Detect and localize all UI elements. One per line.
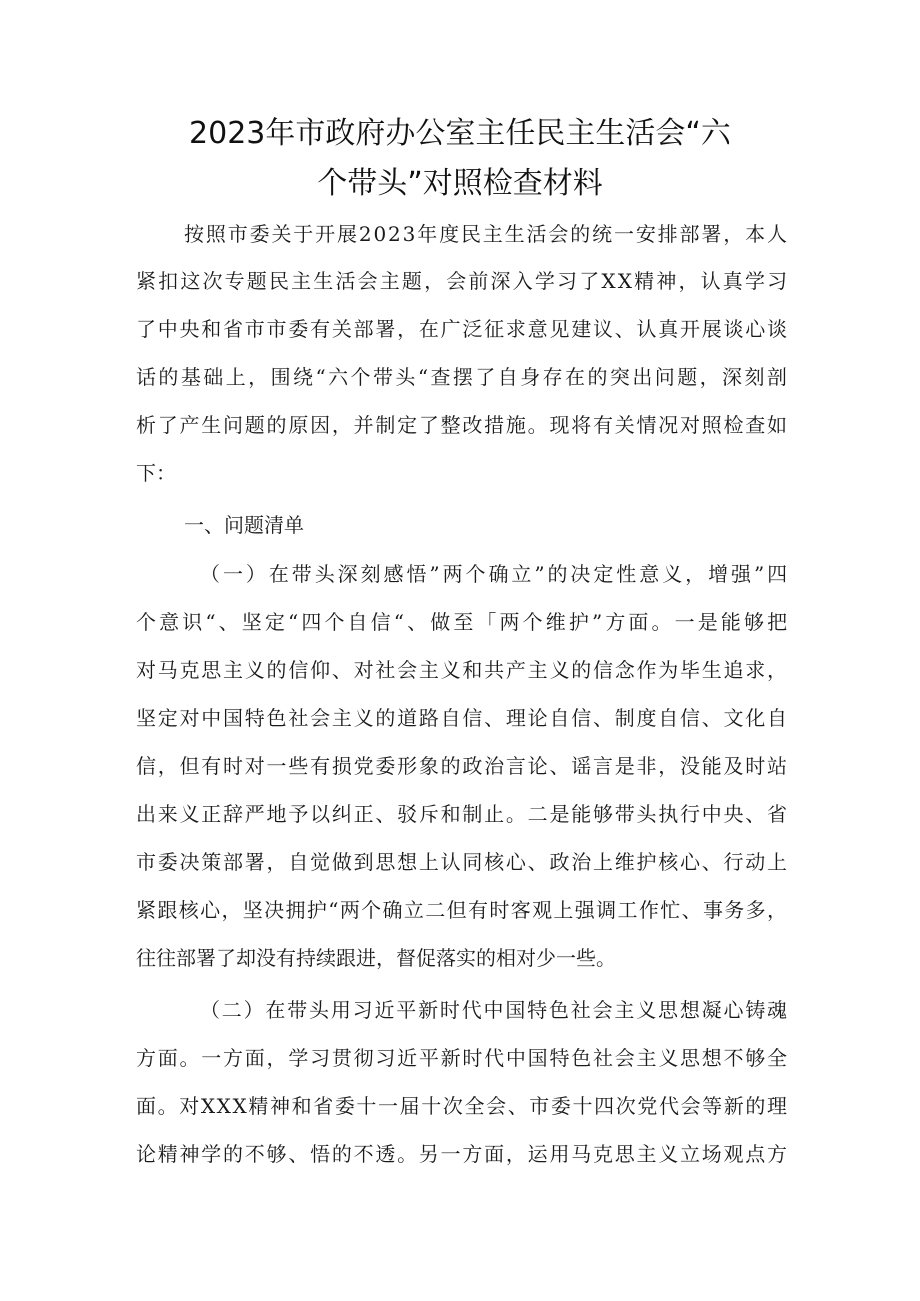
paragraph-line: 论精神学的不够、悟的不透。另一方面，运用马克思主义立场观点方 [136,1142,789,1166]
paragraph-line: 面。对XXX精神和省委十一届十次全会、市委十四次党代会等新的理 [136,1094,789,1118]
paragraph-line: 析了产生问题的原因，并制定了整改措施。现将有关情况对照检查如 [136,413,789,437]
paragraph-line: 了中央和省市市委有关部署，在广泛征求意见建议、认真开展谈心谈 [136,317,789,341]
paragraph-line: 紧跟核心，坚决拥护“两个确立二但有时客观上强调工作忙、事务多， [136,898,789,922]
paragraph-line: 按照市委关于开展2023年度民主生活会的统一安排部署，本人 [184,222,789,246]
paragraph-line: 对马克思主义的信仰、对社会主义和共产主义的信念作为毕生追求， [136,658,789,682]
document-title-line-1: 2023年市政府办公室主任民主生活会“六 [189,116,731,151]
paragraph-line: 市委决策部署，自觉做到思想上认同核心、政治上维护核心、行动上 [136,850,789,874]
paragraph-line: 下： [136,461,176,485]
paragraph-line: 信，但有时对一些有损党委形象的政治言论、谣言是非，没能及时站 [136,754,789,778]
paragraph-line: （二）在带头用习近平新时代中国特色社会主义思想凝心铸魂 [200,998,789,1022]
paragraph-line: 坚定对中国特色社会主义的道路自信、理论自信、制度自信、文化自 [136,706,789,730]
section-heading: 一、问题清单 [184,513,304,537]
document-title-line-2: 个带头”对照检查材料 [317,166,603,201]
paragraph-line: 出来义正辞严地予以纠正、驳斥和制止。二是能够带头执行中央、省 [136,802,789,826]
paragraph-line: 话的基础上，围绕“六个带头“查摆了自身存在的突出问题，深刻剖 [136,365,790,389]
paragraph-line: 紧扣这次专题民主生活会主题，会前深入学习了XX精神，认真学习 [136,269,790,293]
paragraph-line: 个意识“、坚定“四个自信“、做至「两个维护”方面。一是能够把 [136,610,791,634]
paragraph-line: 方面。一方面，学习贯彻习近平新时代中国特色社会主义思想不够全 [136,1046,789,1070]
paragraph-line: 往往部署了却没有持续跟进，督促落实的相对少一些。 [136,946,616,970]
paragraph-line: （一）在带头深刻感悟”两个确立”的决定性意义，增强”四 [200,562,791,586]
